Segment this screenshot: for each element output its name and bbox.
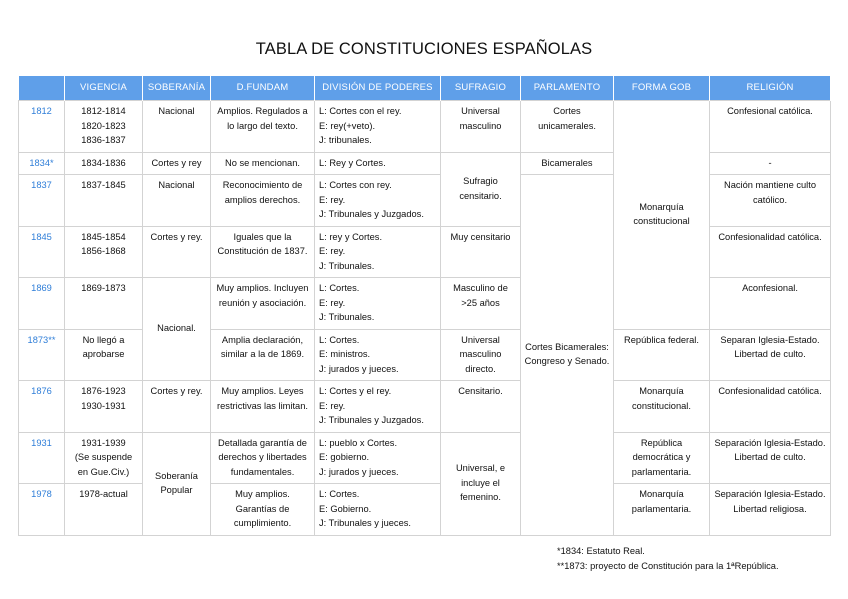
division-cell [315,484,441,536]
division-cell [315,278,441,330]
dfund-cell: Muy amplios. Garantías de cumplimiento. [211,484,315,536]
table-row [19,432,831,484]
division-line: J: Tribunales y Juzgados. [319,209,424,219]
sufragio-cell: Masculino de >25 años [441,278,521,330]
vigencia-line: 1930-1931 [81,400,126,411]
division-line: E: rey. [319,246,346,256]
year-cell: 1931 [19,432,65,484]
table-row [19,329,831,381]
soberania-cell: Cortes y rey. [143,226,211,278]
table-row [19,175,831,227]
formagob-cell: República democrática y parlamentaria. [614,432,710,484]
vigencia-line: 1856-1868 [81,246,126,256]
sufragio-cell: Universal masculino directo. [441,329,521,381]
year-cell: 1978 [19,484,65,536]
dfund-cell: Muy amplios. Leyes restrictivas las limitan. [211,381,315,433]
vigencia-cell [65,432,143,484]
religion-cell: Separación Iglesia-Estado. Libertad de culto. [710,432,831,484]
religion-cell: Confesionalidad católica. [710,381,831,433]
header-cell-vigencia: VIGENCIA [65,76,143,101]
year-cell: 1876 [19,381,65,433]
footnote: **1873: proyecto de Constitución para la 1ªRepública. [557,561,779,571]
formagob-cell: Monarquía constitucional. [614,381,710,433]
division-line: L: Cortes con el rey. [319,106,402,116]
footnote: *1834: Estatuto Real. [557,546,645,556]
division-cell [315,175,441,227]
division-line: L: pueblo x Cortes. [319,437,398,448]
division-line: E: rey(+veto). [319,120,376,131]
header-cell-year [19,76,65,101]
vigencia-line: 1812-1814 [81,106,126,116]
dfund-cell: No se mencionan. [211,152,315,175]
vigencia-cell [65,101,143,153]
religion-cell: Aconfesional. [710,278,831,330]
header-cell-dfund: D.FUNDAM [211,76,315,101]
year-cell: 1837 [19,175,65,227]
vigencia-line: 1931-1939 [81,437,126,448]
soberania-cell-merged: Soberanía Popular [143,432,211,535]
dfund-cell: Muy amplios. Incluyen reunión y asociación. [211,278,315,330]
division-line: J: jurados y jueces. [319,363,399,374]
header-cell-religion: RELIGIÓN [710,76,831,101]
constitutions-table [18,76,831,536]
division-line: L: Cortes. [319,489,360,499]
table-row [19,381,831,433]
dfund-cell: Reconocimiento de amplios derechos. [211,175,315,227]
formagob-cell: Monarquía parlamentaria. [614,484,710,536]
footnotes [557,544,779,574]
sufragio-cell: Censitario. [441,381,521,433]
sufragio-cell-merged: Universal, e incluye el femenino. [441,432,521,535]
division-line: J: tribunales. [319,135,372,145]
year-cell: 1812 [19,101,65,153]
division-line: E: Gobierno. [319,503,372,514]
religion-cell: - [710,152,831,175]
table-row [19,278,831,330]
sufragio-cell-merged: Sufragio censitario. [441,152,521,226]
religion-cell: Confesional católica. [710,101,831,153]
religion-cell: Nación mantiene culto católico. [710,175,831,227]
division-cell [315,226,441,278]
division-line: E: rey. [319,194,346,205]
vigencia-cell: No llegó a aprobarse [65,329,143,381]
religion-cell: Separan Iglesia-Estado. Libertad de culto. [710,329,831,381]
header-cell-formagob: FORMA GOB [614,76,710,101]
vigencia-cell: 1978-actual [65,484,143,536]
year-cell: 1873** [19,329,65,381]
religion-cell: Separación Iglesia-Estado. Libertad religiosa. [710,484,831,536]
vigencia-line: (Se suspende [74,452,133,462]
vigencia-line: 1845-1854 [81,231,126,242]
dfund-cell: Amplia declaración, similar a la de 1869. [211,329,315,381]
soberania-cell: Nacional [143,101,211,153]
division-line: L: Cortes con rey. [319,180,392,190]
division-line: J: Tribunales. [319,312,375,322]
vigencia-cell: 1869-1873 [65,278,143,330]
division-line: J: Tribunales y jueces. [319,518,411,528]
soberania-cell: Cortes y rey [143,152,211,175]
vigencia-line: 1876-1923 [81,386,126,396]
division-line: L: rey y Cortes. [319,231,383,242]
dfund-cell: Iguales que la Constitución de 1837. [211,226,315,278]
division-line: E: gobierno. [319,452,370,462]
header-row [19,76,831,101]
division-cell [315,329,441,381]
division-line: L: Cortes. [319,334,360,345]
year-cell: 1834* [19,152,65,175]
division-cell: L: Rey y Cortes. [315,152,441,175]
division-cell [315,101,441,153]
table-row [19,152,831,175]
division-line: J: Tribunales. [319,260,375,271]
header-cell-parlamento: PARLAMENTO [521,76,614,101]
parlamento-cell-merged: Cortes Bicamerales: Congreso y Senado. [521,175,614,536]
year-cell: 1845 [19,226,65,278]
division-line: L: Cortes. [319,283,360,293]
division-line: E: rey. [319,297,346,308]
soberania-cell: Cortes y rey. [143,381,211,433]
vigencia-line: 1820-1823 [81,120,126,131]
division-line: J: Tribunales y Juzgados. [319,415,424,425]
sufragio-cell: Universal masculino [441,101,521,153]
parlamento-cell: Bicamerales [521,152,614,175]
parlamento-cell: Cortes unicamerales. [521,101,614,153]
dfund-cell: Detallada garantía de derechos y libertades fundamentales. [211,432,315,484]
formagob-cell-merged: Monarquía constitucional [614,101,710,330]
table-row [19,226,831,278]
header-cell-soberania: SOBERANÍA [143,76,211,101]
sufragio-cell: Muy censitario [441,226,521,278]
religion-cell: Confesionalidad católica. [710,226,831,278]
dfund-cell: Amplios. Regulados a lo largo del texto. [211,101,315,153]
division-cell [315,381,441,433]
soberania-cell-merged: Nacional. [143,278,211,381]
page-title: TABLA DE CONSTITUCIONES ESPAÑOLAS [255,40,593,58]
division-line: E: rey. [319,400,346,411]
division-cell [315,432,441,484]
vigencia-cell [65,381,143,433]
header-cell-division: DIVISIÓN DE PODERES [315,76,441,101]
division-line: L: Cortes y el rey. [319,386,392,396]
table-row [19,101,831,153]
year-cell: 1869 [19,278,65,330]
division-line: J: jurados y jueces. [319,466,399,477]
vigencia-cell [65,226,143,278]
formagob-cell: República federal. [614,329,710,381]
header-cell-sufragio: SUFRAGIO [441,76,521,101]
vigencia-cell: 1837-1845 [65,175,143,227]
soberania-cell: Nacional [143,175,211,227]
vigencia-cell: 1834-1836 [65,152,143,175]
vigencia-line: en Gue.Civ.) [77,466,130,477]
division-line: E: ministros. [319,349,371,359]
vigencia-line: 1836-1837 [81,135,126,145]
table-row [19,484,831,536]
